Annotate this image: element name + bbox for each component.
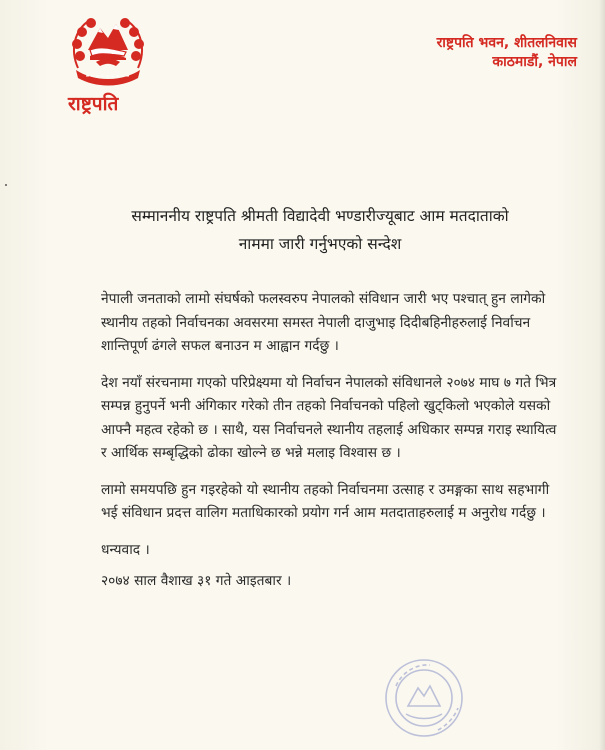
message-title	[40, 202, 600, 258]
paragraph-2: देश नयाँ संरचनामा गएको परिप्रेक्ष्यमा यो निर्वाचन नेपालको संविधानले २०७४ माघ ७ गते भित्र सम्पन्न हुनुपर्ने भनी अंगिकार गरेको तीन तहको निर्वाचनको पहिलो खुट्किलो भएकोले यसको आफ्नै महत्व रहेको छ । साथै, यस निर्वाचनले स्थानीय तहलाई अधिकार सम्पन्न गराइ स्थायित्व र आर्थिक सम्बृद्धिको ढोका खोल्ने छ भन्ने मलाइ विश्वास छ ।	[101, 374, 557, 461]
paragraph-1: नेपाली जनताको लामो संघर्षको फलस्वरुप नेपालको संविधान जारी भए पश्चात् हुन लागेको स्थानीय तहको निर्वाचनका अवसरमा समस्त नेपाली दाजुभाइ दिदीबहिनीहरुलाई निर्वाचन शान्तिपूर्ण ढंगले सफल बनाउन म आह्वान गर्दछु ।	[101, 291, 546, 354]
address-line-1: राष्ट्रपति भवन, शीतलनिवास	[436, 35, 577, 51]
margin-dot	[5, 184, 7, 186]
date-line: २०७४ साल वैशाख ३१ गते आइतबार ।	[101, 573, 292, 589]
thanks-line: धन्यवाद ।	[101, 541, 150, 558]
title-line-1: सम्माननीय राष्ट्रपति श्रीमती विद्यादेवी भण्डारीज्यूबाट आम मतदाताको	[131, 207, 509, 225]
paragraph-3: लामो समयपछि हुन गइरहेको यो स्थानीय तहको निर्वाचनमा उत्साह र उमङ्गका साथ सहभागी भई संविधान प्रदत्त वालिग मताधिकारको प्रयोग गर्न आम मतदाताहरुलाई म अनुरोध गर्दछु ।	[101, 481, 550, 521]
title-line-2: नाममा जारी गर्नुभएको सन्देश	[238, 235, 402, 253]
office-seal-stamp-icon	[382, 656, 466, 740]
emblem-label: राष्ट्रपति	[68, 93, 119, 115]
message-body	[101, 288, 559, 607]
office-address	[437, 34, 577, 72]
page-edge-shadow	[599, 0, 605, 750]
address-line-2: काठमाडौं, नेपाल	[492, 54, 577, 70]
national-emblem-icon	[66, 10, 150, 86]
